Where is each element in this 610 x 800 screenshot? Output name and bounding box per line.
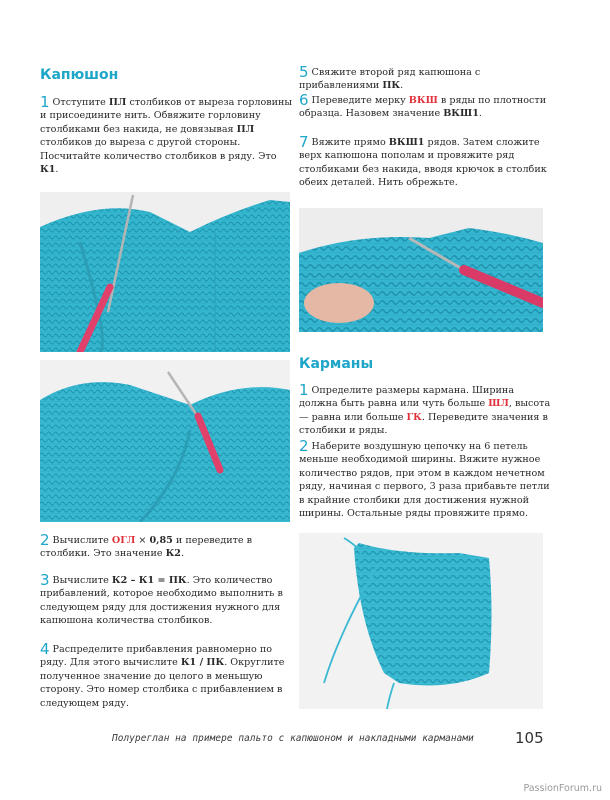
hood-step-5: 5 Свяжите второй ряд капюшона с прибавлениями ПК. bbox=[299, 63, 481, 92]
hood-step-6: 6 Переведите мерку ВКШ в ряды по плотности образца. Назовем значение ВКШ1. bbox=[299, 91, 547, 120]
hood-step-4: 4 Распределите прибавления равномерно по ряду. Для этого вычислите К1 / ПК. Округлите полученное значение до целого в меньшую сторону. Это номер столбика с прибавлением в следующем ряду. bbox=[40, 640, 285, 709]
photo-hood-increase-row bbox=[40, 360, 290, 522]
step-number: 7 bbox=[299, 133, 309, 151]
photo-drawing bbox=[40, 360, 290, 522]
page-footer-caption: Полуреглан на примере пальто с капюшоном и накладными карманами bbox=[112, 733, 474, 744]
hood-step-2: 2 Вычислите ОГЛ × 0,85 и переведите в столбики. Это значение К2. bbox=[40, 531, 253, 560]
pocket-step-1: 1 Определите размеры кармана. Ширина должна быть равна или чуть больше ШЛ, высота — равна или больше ГК. Переведите значения в столбики и ряды. bbox=[299, 381, 551, 437]
photo-drawing bbox=[299, 208, 543, 332]
photo-hood-joining-seam bbox=[299, 208, 543, 332]
step-number: 1 bbox=[299, 381, 309, 399]
page-number: 105 bbox=[515, 729, 544, 747]
step-number: 3 bbox=[40, 571, 50, 589]
photo-crochet-pocket bbox=[299, 533, 543, 709]
step-number: 2 bbox=[40, 531, 50, 549]
hood-step-3: 3 Вычислите К2 – К1 = ПК. Это количество прибавлений, которое необходимо выполнить в следующем ряду для достижения нужного для капюшона количества столбиков. bbox=[40, 571, 283, 627]
pocket-step-2: 2 Наберите воздушную цепочку на 6 петель меньше необходимой ширины. Вяжите нужное количество рядов, при этом в каждом нечетном ряду, начиная с первого, 3 раза прибавьте петли в крайние столбики для достижения нужной ширины. Остальные ряды провяжите прямо. bbox=[299, 437, 550, 520]
photo-hood-neckline-crochet bbox=[40, 192, 290, 352]
step-number: 5 bbox=[299, 63, 309, 81]
section-title-pockets: Карманы bbox=[299, 356, 374, 372]
step-number: 2 bbox=[299, 437, 309, 455]
photo-drawing bbox=[40, 192, 290, 352]
photo-drawing bbox=[299, 533, 543, 709]
step-number: 1 bbox=[40, 93, 50, 111]
hood-step-7: 7 Вяжите прямо ВКШ1 рядов. Затем сложите верх капюшона пополам и провяжите ряд столбиками без накида, вводя крючок в столбик обеих деталей. Нить обрежьте. bbox=[299, 133, 547, 189]
watermark: PassionForum.ru bbox=[523, 783, 602, 794]
hood-step-1: 1 Отступите ПЛ столбиков от выреза горловины и присоедините нить. Обвяжите горловину столбиками без накида, не довязывая ПЛ столбиков до выреза с другой стороны. Посчитайте количество столбиков в ряду. Это К1. bbox=[40, 93, 293, 176]
section-title-hood: Капюшон bbox=[40, 67, 119, 83]
step-number: 6 bbox=[299, 91, 309, 109]
step-number: 4 bbox=[40, 640, 50, 658]
